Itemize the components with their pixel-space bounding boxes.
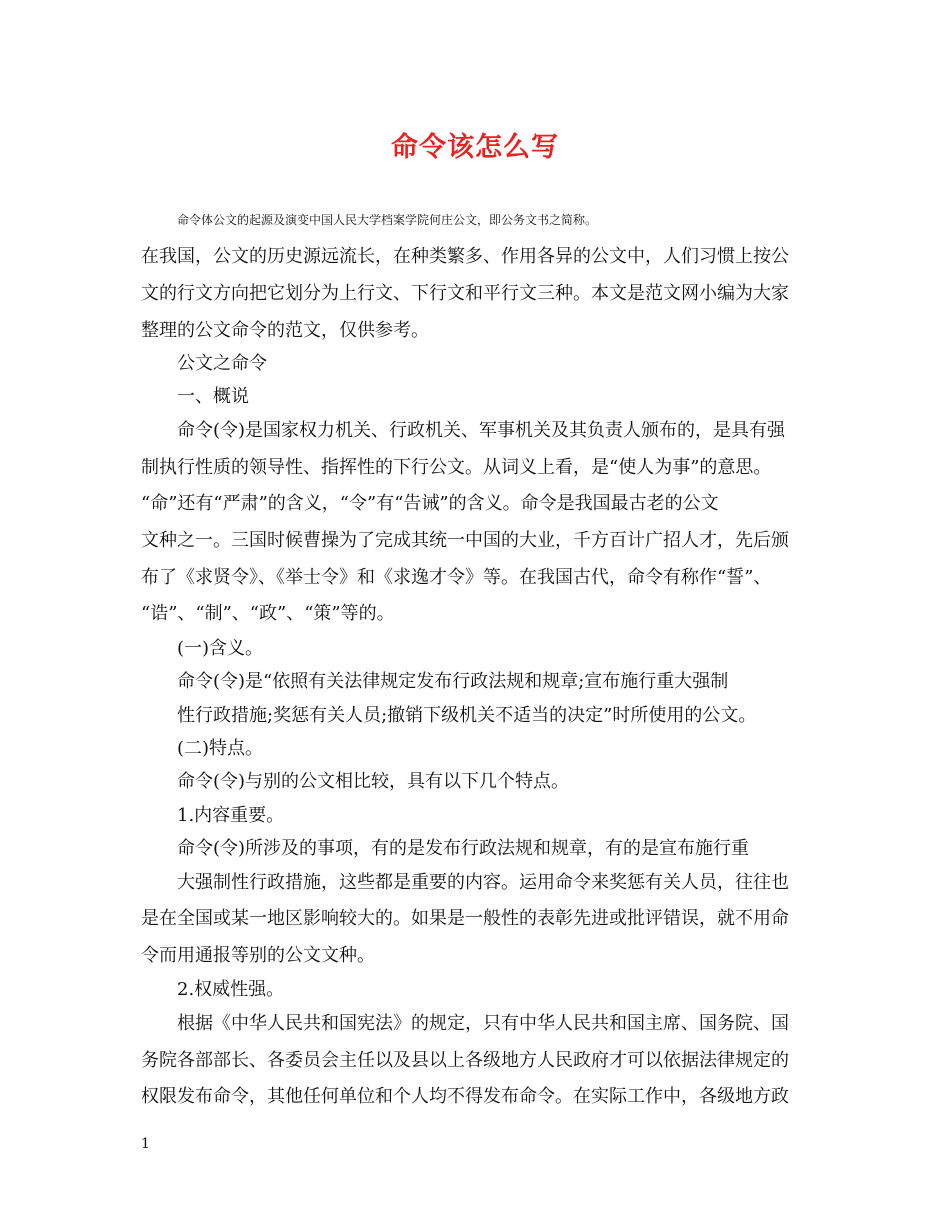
section-heading: 一、概说	[177, 386, 249, 407]
body-line: “诰”、“制”、“政”、“策”等的。	[141, 603, 395, 624]
body-line: 命令(令)与别的公文相比较，具有以下几个特点。	[177, 771, 570, 792]
body-line: 是在全国或某一地区影响较大的。如果是一般性的表彰先进或批评错误，就不用命	[141, 908, 789, 929]
body-line: 文种之一。三国时候曹操为了完成其统一中国的大业，千方百计广招人才，先后颁	[141, 530, 789, 551]
section-heading: 2.权威性强。	[177, 979, 285, 1000]
body-line: 整理的公文命令的范文，仅供参考。	[141, 320, 429, 341]
body-line: 性行政措施;奖惩有关人员;撤销下级机关不适当的决定”时所使用的公文。	[177, 705, 757, 726]
body-line: 命令(令)是“依照有关法律规定发布行政法规和规章;宣布施行重大强制	[177, 671, 729, 692]
body-line: 务院各部部长、各委员会主任以及县以上各级地方人民政府才可以依据法律规定的	[141, 1050, 789, 1071]
body-line: 令而用通报等别的公文文种。	[141, 945, 375, 966]
body-line: “命”还有“严肃”的含义，“令”有“告诫”的含义。命令是我国最古老的公文	[141, 493, 719, 514]
body-line: 在我国，公文的历史源远流长，在种类繁多、作用各异的公文中，人们习惯上按公	[141, 246, 789, 267]
section-heading: (二)特点。	[177, 738, 264, 759]
body-line: 文的行文方向把它划分为上行文、下行文和平行文三种。本文是范文网小编为大家	[141, 283, 789, 304]
body-line: 大强制性行政措施，这些都是重要的内容。运用命令来奖惩有关人员，往往也	[177, 872, 789, 893]
body-line: 命令(令)所涉及的事项，有的是发布行政法规和规章，有的是宣布施行重	[177, 838, 750, 859]
body-line: 命令(令)是国家权力机关、行政机关、军事机关及其负责人颁布的，是具有强	[177, 420, 786, 441]
body-line: 命令体公文的起源及演变中国人民大学档案学院何庄公文，即公务文书之简称。	[177, 213, 598, 227]
body-line: 根据《中华人民共和国宪法》的规定，只有中华人民共和国主席、国务院、国	[177, 1013, 789, 1034]
section-heading: 1.内容重要。	[177, 805, 285, 826]
section-heading: 公文之命令	[177, 353, 267, 374]
section-heading: (一)含义。	[177, 638, 264, 659]
body-line: 制执行性质的领导性、指挥性的下行公文。从词义上看，是“使人为事”的意思。	[141, 457, 772, 478]
body-line: 权限发布命令，其他任何单位和个人均不得发布命令。在实际工作中，各级地方政	[141, 1086, 789, 1107]
document-title: 命令该怎么写	[391, 132, 559, 163]
body-line: 布了《求贤令》、《举士令》和《求逸才令》等。在我国古代，命令有称作“誓”、	[141, 567, 772, 588]
page-number: 1	[141, 1136, 150, 1152]
